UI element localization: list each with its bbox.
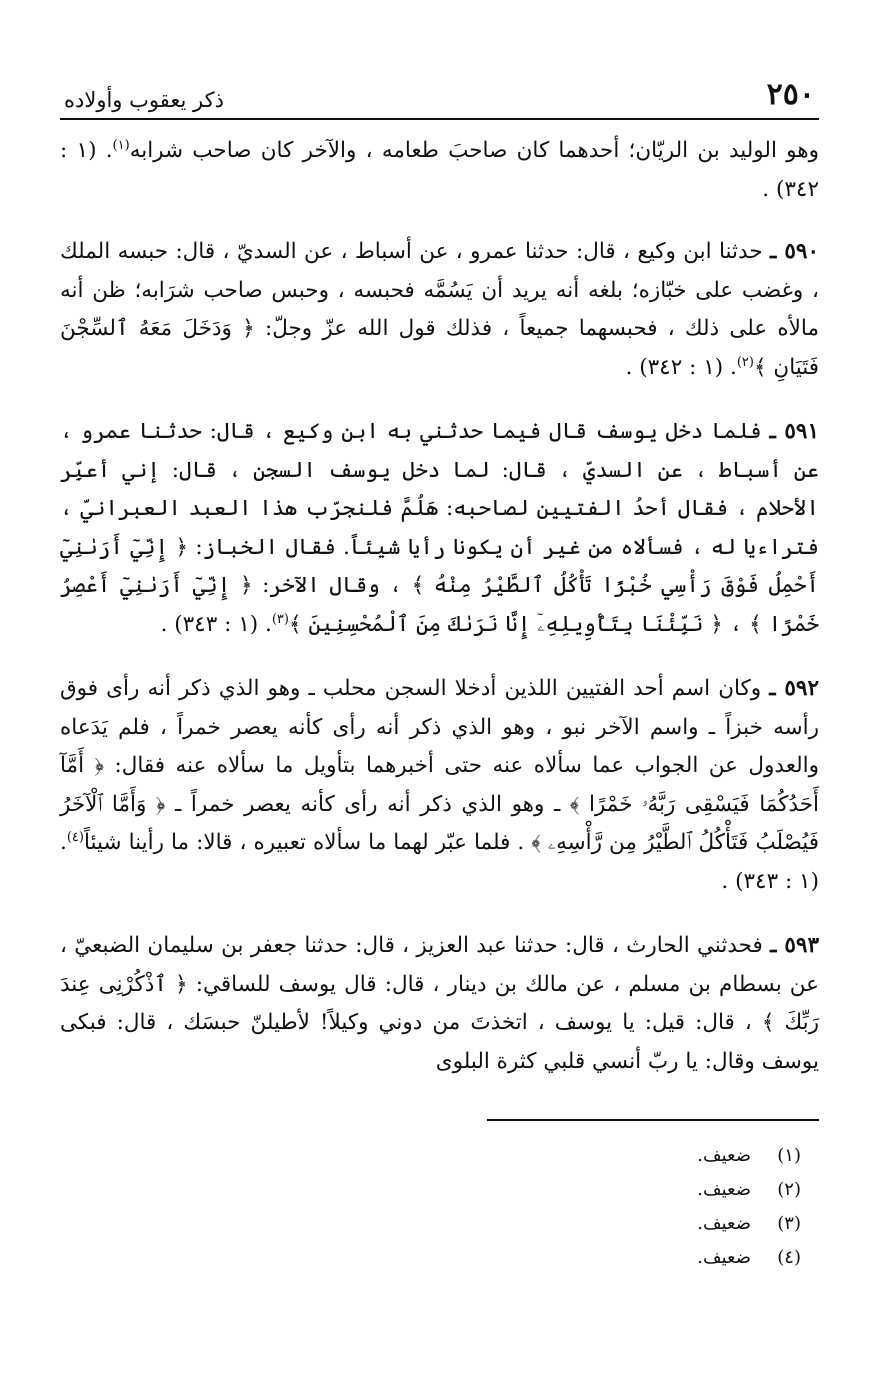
footnote-item — [60, 1207, 801, 1241]
footnote-item — [60, 1139, 801, 1173]
page-number: ٢٥٠ — [766, 77, 815, 112]
report-number: ٥٩٣ ـ — [770, 933, 819, 958]
paragraph-text: حدثنا ابن وكيع ، قال: حدثنا عمرو ، عن أسباط ، عن السديّ ، قال: حبسه الملك ، وغضب على خبّازه؛ بلغه أنه يريد أن يَسُمَّه فحبسه ، وحبس صاحب شرَابه؛ ظن أنه مالأه على ذلك ، فحبسهما جميعاً ، فذلك قول الله عزّ وجلّ: ﴿ وَدَخَلَ مَعَهُ ٱلسِّجْنَ فَتَيَانِ ﴾ — [60, 239, 819, 380]
footnote-text: ضعيف. — [697, 1145, 751, 1166]
footnote-text: ضعيف. — [697, 1179, 751, 1200]
paragraph-592 — [60, 670, 819, 901]
paragraph-citation: . (١ : ٣٤٢) . — [60, 138, 819, 202]
footnote-number: (١) — [777, 1145, 801, 1166]
paragraph-citation: . (١ : ٣٤٣) . — [160, 611, 272, 637]
footnote-ref: (٢) — [736, 354, 754, 370]
paragraph-continuation — [60, 132, 819, 209]
footnote-text: ضعيف. — [697, 1247, 751, 1268]
paragraph-citation: . (١ : ٣٤٣) . — [60, 830, 819, 894]
footnote-item — [60, 1173, 801, 1207]
paragraph-text: وهو الوليد بن الريّان؛ أحدهما كان صاحبَ طعامه ، والآخر كان صاحب شرابه — [129, 138, 819, 163]
footnote-item — [60, 1241, 801, 1275]
paragraph-593 — [60, 927, 819, 1081]
report-number: ٥٩١ ـ — [769, 419, 819, 444]
footnote-number: (٢) — [777, 1179, 801, 1200]
footnotes — [60, 1139, 819, 1275]
paragraph-590 — [60, 233, 819, 387]
page-body — [60, 132, 819, 1081]
footnote-divider — [487, 1119, 819, 1121]
running-title: ذكر يعقوب وأولاده — [64, 88, 224, 112]
paragraph-text: وكان اسم أحد الفتيين اللذين أدخلا السجن محلب ـ وهو الذي ذكر أنه رأى فوق رأسه خبزاً ـ واسم الآخر نبو ، وهو الذي ذكر أنه رأى كأنه يعصر خمراً ، فلم يَدَعاه والعدول عن الجواب عما سألاه عنه حتى أخبرهما بتأويل ما سألاه عنه فقال: ﴿ أَمَّآ أَحَدُكُمَا فَيَسْقِى رَبَّهُۥ خَمْرًا ﴾ ـ وهو الذي ذكر أنه رأى كأنه يعصر خمراً ـ ﴿ وَأَمَّا ٱلْآخَرُ فَيُصْلَبُ فَتَأْكُلُ ٱلطَّيْرُ مِن رَّأْسِهِۦ ﴾ . فلما عبّر لهما ما سألاه تعبيره ، قالا: ما رأينا شيئاً — [60, 676, 819, 855]
footnote-ref: (٣) — [271, 611, 289, 627]
footnote-number: (٤) — [777, 1247, 801, 1268]
page-header — [60, 72, 819, 120]
footnote-number: (٣) — [777, 1213, 801, 1234]
paragraph-text: فلما دخل يوسف قال فيما حدثني به ابن وكيع ، قال: حدثنا عمرو ، عن أسباط ، عن السديّ ، قال: لما دخل يوسف السجن ، قال: إني أعبِّر الأحلام ، فقال أحدُ الفتيين لصاحبه: هَلُمَّ فلنجرّب هذا العبد العبرانيّ ، فتراءيا له ، فسألاه من غير أن يكونا رأيا شيئاً. فقال الخباز: ﴿ إِنِّيٓ أَرَىٰنِيٓ أَحْمِلُ فَوْقَ رَأْسِي خُبْزًا تَأْكُلُ ٱلطَّيْرُ مِنْهُ ﴾ ، وقال الآخر: ﴿ إِنِّيٓ أَرَىٰنِيٓ أَعْصِرُ خَمْرًا ﴾ ، ﴿ نَبِّئْنَا بِتَأْوِيلِهِۦٓ إِنَّا نَرَىٰكَ مِنَ ٱلْمُحْسِنِينَ ﴾ — [60, 419, 819, 637]
report-number: ٥٩٢ ـ — [769, 676, 819, 701]
paragraph-text: فحدثني الحارث ، قال: حدثنا عبد العزيز ، قال: حدثنا جعفر بن سليمان الضبعيّ ، عن بسطام بن مسلم ، عن مالك بن دينار ، قال: قال يوسف للساقي: ﴿ ٱذْكُرْنِى عِندَ رَبِّكَ ﴾ ، قال: قيل: يا يوسف ، اتخذتَ من دوني وكيلاً! لأطيلنّ حبسَك ، قال: فبكى يوسف وقال: يا ربّ أنسي قلبي كثرة البلوى — [60, 933, 819, 1074]
footnote-text: ضعيف. — [697, 1213, 751, 1234]
paragraph-citation: . (١ : ٣٤٢) . — [625, 354, 737, 380]
footnote-ref: (١) — [112, 137, 130, 153]
report-number: ٥٩٠ ـ — [770, 239, 819, 264]
paragraph-591 — [60, 413, 819, 644]
footnote-ref: (٤) — [66, 829, 84, 845]
